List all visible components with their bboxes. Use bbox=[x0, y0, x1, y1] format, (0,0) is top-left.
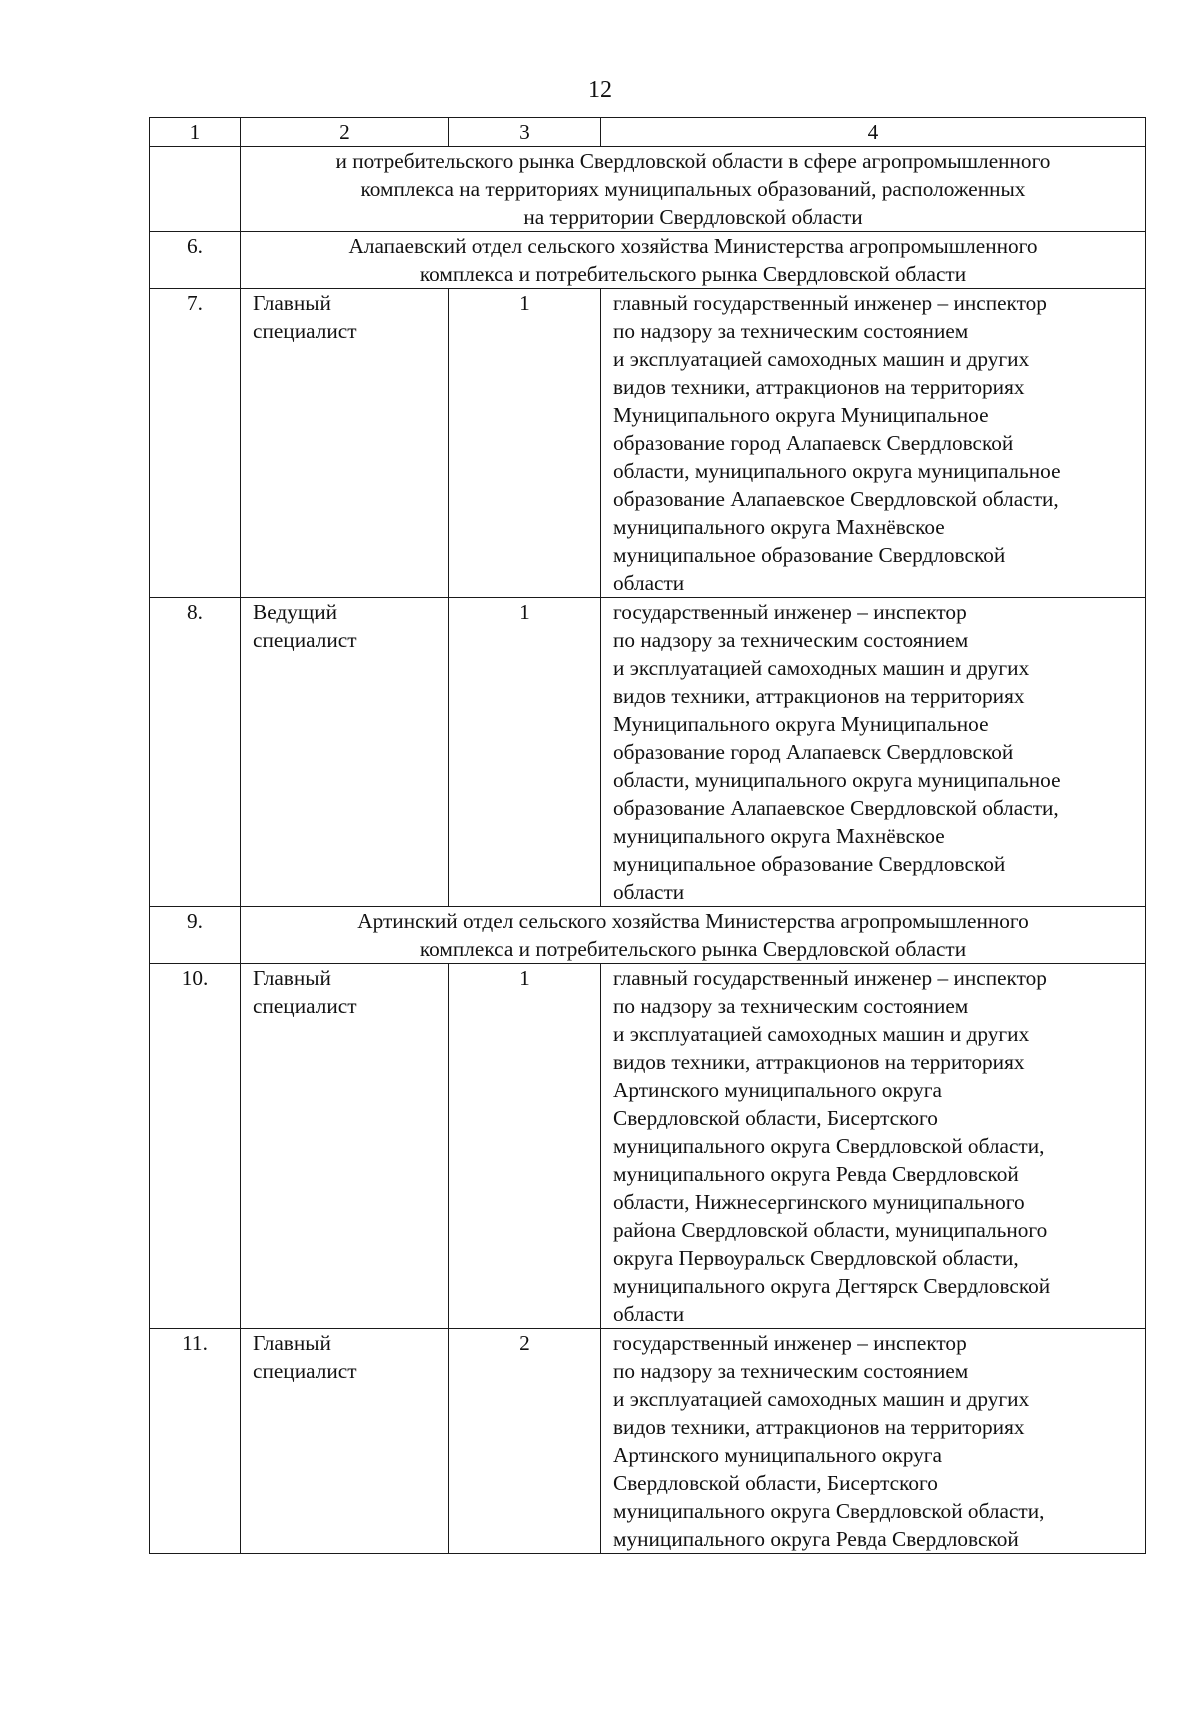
row-number: 6. bbox=[150, 232, 241, 289]
continuation-row bbox=[150, 147, 1146, 232]
description-cell: главный государственный инженер – инспектор по надзору за техническим состоянием и эксплуатацией самоходных машин и других видов техники, аттракционов на территориях Артинского муниципального округа Свердловской области, Бисертского муниципального округа Свердловской области, муниципального округа Ревда Свердловской области, Нижнесергинского муниципального района Свердловской области, муниципального округа Первоуральск Свердловской области, муниципального округа Дегтярск Свердловской области bbox=[601, 964, 1146, 1329]
table-row bbox=[150, 964, 1146, 1329]
quantity-cell: 1 bbox=[449, 598, 601, 907]
description-cell: государственный инженер – инспектор по надзору за техническим состоянием и эксплуатацией самоходных машин и других видов техники, аттракционов на территориях Муниципального округа Муниципальное образование город Алапаевск Свердловской области, муниципального округа муниципальное образование Алапаевское Свердловской области, муниципального округа Махнёвское муниципальное образование Свердловской области bbox=[601, 598, 1146, 907]
continuation-num-cell bbox=[150, 147, 241, 232]
row-number: 7. bbox=[150, 289, 241, 598]
page-number: 12 bbox=[588, 77, 612, 103]
table-row bbox=[150, 598, 1146, 907]
quantity-cell: 2 bbox=[449, 1329, 601, 1554]
section-row bbox=[150, 907, 1146, 964]
section-title: Алапаевский отдел сельского хозяйства Министерства агропромышленного комплекса и потребительского рынка Свердловской области bbox=[241, 232, 1146, 289]
row-number: 10. bbox=[150, 964, 241, 1329]
table-row bbox=[150, 289, 1146, 598]
continuation-text: и потребительского рынка Свердловской области в сфере агропромышленного комплекса на территориях муниципальных образований, расположенных на территории Свердловской области bbox=[241, 147, 1146, 232]
description-cell: государственный инженер – инспектор по надзору за техническим состоянием и эксплуатацией самоходных машин и других видов техники, аттракционов на территориях Артинского муниципального округа Свердловской области, Бисертского муниципального округа Свердловской области, муниципального округа Ревда Свердловской bbox=[601, 1329, 1146, 1554]
section-row bbox=[150, 232, 1146, 289]
column-header-4: 4 bbox=[601, 118, 1146, 147]
row-number: 8. bbox=[150, 598, 241, 907]
position-cell: Ведущий специалист bbox=[241, 598, 449, 907]
column-header-3: 3 bbox=[449, 118, 601, 147]
column-header-2: 2 bbox=[241, 118, 449, 147]
table-header-row bbox=[150, 118, 1146, 147]
quantity-cell: 1 bbox=[449, 289, 601, 598]
column-header-1: 1 bbox=[150, 118, 241, 147]
position-cell: Главный специалист bbox=[241, 1329, 449, 1554]
staff-table bbox=[149, 117, 1146, 1554]
position-cell: Главный специалист bbox=[241, 289, 449, 598]
row-number: 9. bbox=[150, 907, 241, 964]
section-title: Артинский отдел сельского хозяйства Министерства агропромышленного комплекса и потребительского рынка Свердловской области bbox=[241, 907, 1146, 964]
description-cell: главный государственный инженер – инспектор по надзору за техническим состоянием и эксплуатацией самоходных машин и других видов техники, аттракционов на территориях Муниципального округа Муниципальное образование город Алапаевск Свердловской области, муниципального округа муниципальное образование Алапаевское Свердловской области, муниципального округа Махнёвское муниципальное образование Свердловской области bbox=[601, 289, 1146, 598]
quantity-cell: 1 bbox=[449, 964, 601, 1329]
position-cell: Главный специалист bbox=[241, 964, 449, 1329]
row-number: 11. bbox=[150, 1329, 241, 1554]
table-row bbox=[150, 1329, 1146, 1554]
